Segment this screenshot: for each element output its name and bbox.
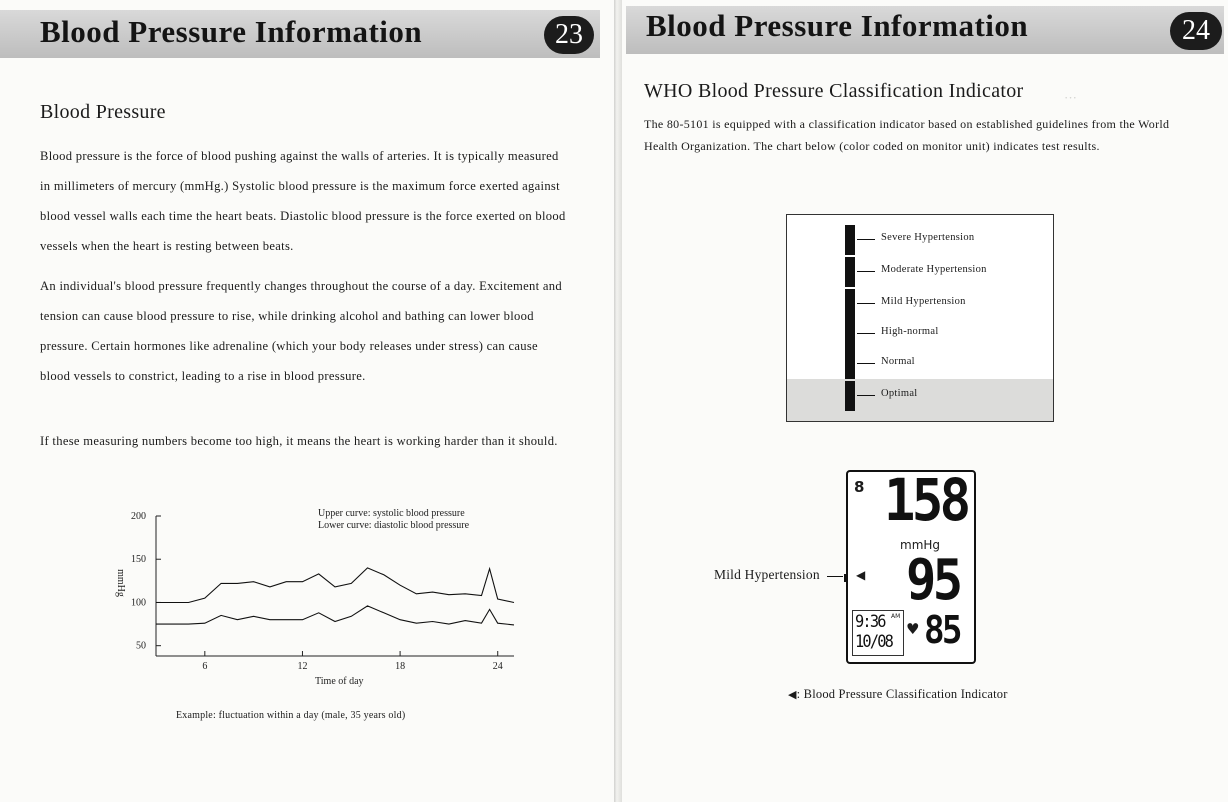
x-ticks <box>202 651 502 672</box>
y-tick-label: 50 <box>136 640 146 652</box>
systolic-reading: 158 <box>884 466 968 534</box>
class-label-mild: Mild Hypertension <box>881 296 966 307</box>
leader-line <box>857 239 875 240</box>
x-tick-label: 18 <box>395 661 406 672</box>
heart-icon: ♥ <box>906 620 920 638</box>
leader-line <box>857 333 875 334</box>
class-label-optimal: Optimal <box>881 388 918 399</box>
time-date-box <box>852 610 904 656</box>
class-bar <box>845 257 855 287</box>
leader-line <box>857 363 875 364</box>
time-suffix: AM <box>891 613 901 620</box>
leader-line <box>857 395 875 396</box>
page-header <box>626 6 1224 54</box>
indicator-legend <box>788 687 1008 702</box>
y-axis-label: mmHg <box>115 569 126 597</box>
series-line-systolic <box>156 568 514 603</box>
legend-entry: Upper curve: systolic blood pressure <box>318 508 465 519</box>
class-label-high-normal: High-normal <box>881 326 939 337</box>
right-page <box>622 0 1228 802</box>
class-bar <box>845 381 855 411</box>
pulse-reading: 85 <box>924 608 960 652</box>
section-title: WHO Blood Pressure Classification Indicator <box>644 80 1024 102</box>
page-number-badge: 24 <box>1170 12 1222 50</box>
leader-line <box>857 271 875 272</box>
intro-paragraph: The 80-5101 is equipped with a classification indicator based on established guidelines from the World Health Organization. The chart below (color coded on monitor unit) indicates test results. <box>644 117 1170 153</box>
class-label-normal: Normal <box>881 356 915 367</box>
page-number-badge: 23 <box>544 16 594 54</box>
page-header <box>0 10 600 58</box>
y-tick-label: 100 <box>131 597 146 609</box>
header-title: Blood Pressure Information <box>646 8 1029 43</box>
chart-legend <box>318 508 470 531</box>
x-axis-label: Time of day <box>315 676 364 687</box>
chart-caption: Example: fluctuation within a day (male, 35 years old) <box>176 710 406 721</box>
indicator-label: Mild Hypertension <box>714 567 820 582</box>
class-label-moderate: Moderate Hypertension <box>881 264 987 275</box>
indicator-leader-line <box>827 576 843 577</box>
class-bar <box>845 289 855 319</box>
chart-axes <box>156 516 514 656</box>
x-tick-label: 12 <box>297 661 308 672</box>
chart-lines <box>156 568 514 625</box>
class-label-severe: Severe Hypertension <box>881 232 975 243</box>
paragraph-changes: An individual's blood pressure frequently changes throughout the course of a day. Excitement and tension can cause blood pressure to rise, while drinking alcohol and bathing can lower blood pressure. Certain hormones like adrenaline (which your body releases under stress) can cause blood vessels to constrict, leading to a rise in blood pressure. <box>40 279 562 383</box>
unit-label: mmHg <box>900 538 941 552</box>
series-line-diastolic <box>156 606 514 625</box>
y-tick-label: 200 <box>131 511 146 522</box>
class-bar <box>845 349 855 379</box>
classification-chart <box>786 214 1054 422</box>
optimal-band <box>787 379 1053 421</box>
date-readout: 10/08 <box>855 632 893 652</box>
section-title: Blood Pressure <box>40 101 166 123</box>
class-bar <box>845 319 855 349</box>
y-axis-label-group <box>115 569 126 597</box>
leader-line <box>857 303 875 304</box>
header-title: Blood Pressure Information <box>40 14 423 49</box>
diastolic-reading: 95 <box>906 548 960 613</box>
class-bar <box>845 225 855 255</box>
x-tick-label: 6 <box>202 661 208 672</box>
bp-fluctuation-chart <box>96 500 536 700</box>
legend-entry: Lower curve: diastolic blood pressure <box>318 520 470 531</box>
time-readout: 9:36 <box>855 612 885 632</box>
y-tick-label: 150 <box>131 554 146 566</box>
legend-caption-text: : Blood Pressure Classification Indicator <box>796 687 1008 701</box>
memory-number: 8 <box>854 478 865 496</box>
paragraph-warning: If these measuring numbers become too high, it means the heart is working harder than it should. <box>40 434 558 448</box>
x-tick-label: 24 <box>492 661 503 672</box>
legend-arrow-icon: ◀ <box>788 688 797 701</box>
monitor-display <box>846 466 976 664</box>
bleed-through-text: ··· <box>1064 90 1077 105</box>
paragraph-definition: Blood pressure is the force of blood pushing against the walls of arteries. It is typically measured in millimeters of mercury (mmHg.) Systolic blood pressure is the maximum force exerted against blood vessel walls each time the heart beats. Diastolic blood pressure is the force exerted on blood vessels when the heart is resting between beats. <box>40 149 566 253</box>
indicator-arrow-icon: ◀ <box>856 568 866 582</box>
